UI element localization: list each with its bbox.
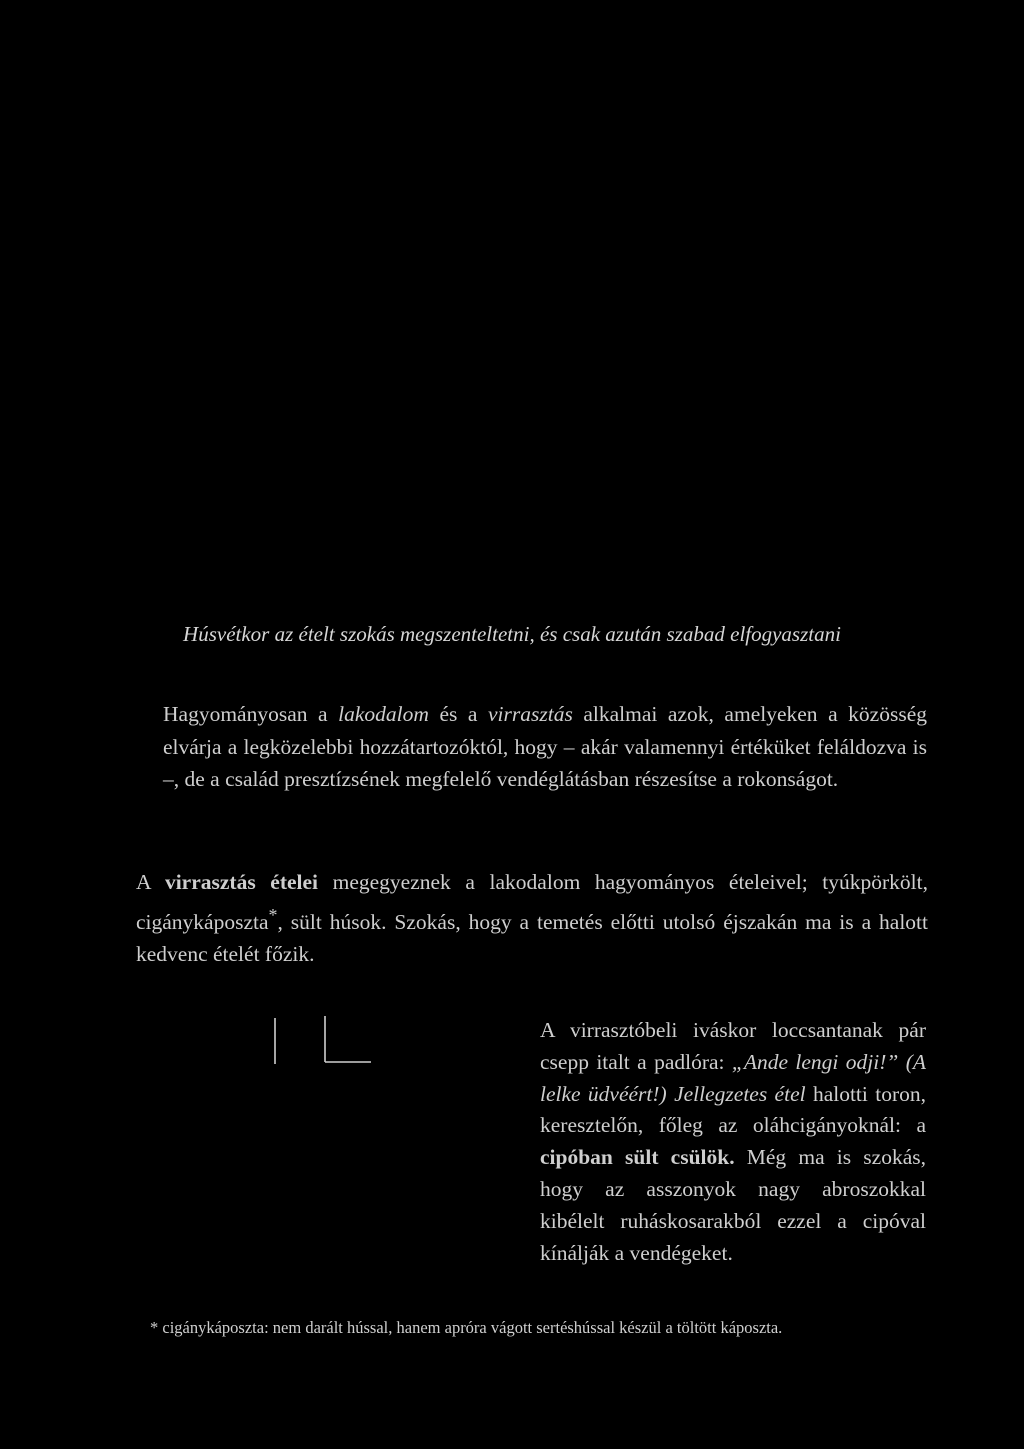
- photo-caption: Húsvétkor az ételt szokás megszenteltetni, és csak azután szabad elfogyasztani: [183, 622, 841, 646]
- paragraph-wedding-wake: [163, 698, 927, 796]
- p1-text-3: alkalmai azok, amelyeken a közösség elvárja a legközelebbi hozzátartozóktól, hogy – akár valamennyi értéküket feláldozva is –, de a család presztízsének megfelelő vendéglátásban részesítse a rokonságot.: [163, 702, 928, 791]
- p3-text-1: A virrasztóbeli iváskor loccsantanak pár csepp italt a padlóra:: [540, 1018, 926, 1074]
- p2-text-3: , sült húsok. Szokás, hogy a temetés előtti utolsó éjszakán ma is a halott kedvenc ételét főzik.: [136, 909, 928, 967]
- p2-bold-wake-foods: virrasztás ételei: [164, 870, 319, 894]
- p3-emphasis-quote: „Ande lengi odji!” (A lelke üdvéért!): [540, 1049, 927, 1106]
- p3-emphasis-typical-dish: Jellegzetes étel: [674, 1081, 806, 1106]
- p2-text-2: megegyeznek a lakodalom hagyományos ételeivel; tyúkpörkölt, cigánykáposzta: [136, 870, 928, 934]
- footnote: [150, 1318, 950, 1338]
- p2-footnote-marker: *: [268, 904, 278, 925]
- p3-bold-dish: cipóban sült csülök.: [540, 1145, 735, 1170]
- p2-text-1: A: [136, 870, 165, 894]
- p1-text-2: és a: [428, 702, 488, 726]
- p3-text-2: [667, 1082, 674, 1106]
- footnote-mark: *: [150, 1318, 159, 1337]
- p1-text-1: Hagyományosan a: [163, 702, 339, 726]
- p3-text-3: halotti toron, keresztelőn, főleg az oláhcigányoknál: a: [540, 1081, 926, 1138]
- p1-emphasis-wake: virrasztás: [488, 702, 573, 726]
- footnote-text: cigánykáposzta: nem darált hússal, hanem apróra vágott sertéshússal készül a töltött káposzta.: [158, 1318, 783, 1337]
- paragraph-drinking-custom: [540, 1015, 926, 1269]
- p1-emphasis-wedding: lakodalom: [338, 702, 429, 726]
- decorative-line-marks: [270, 1012, 380, 1072]
- paragraph-wake-foods: [136, 866, 928, 971]
- p3-text-4: Még ma is szokás, hogy az asszonyok nagy abroszokkal kibélelt ruháskosarakból ezzel a cipóval kínálják a vendégeket.: [540, 1145, 926, 1265]
